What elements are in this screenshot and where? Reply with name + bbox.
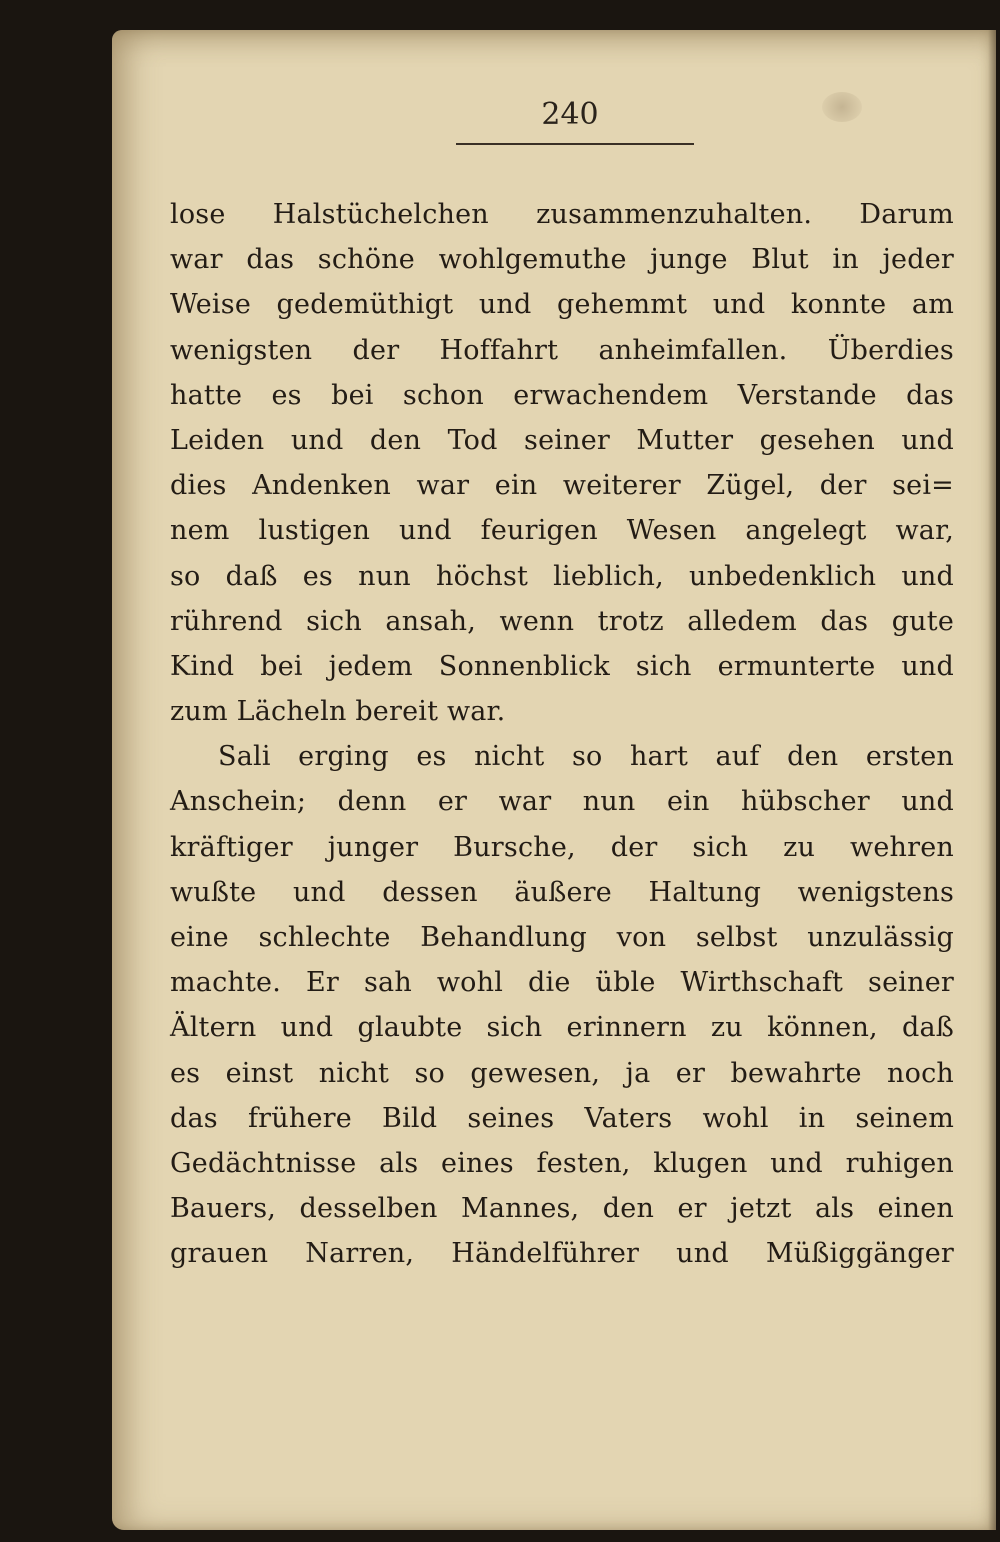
paper-stain	[822, 92, 862, 122]
text-line: machte. Er sah wohl die üble Wirthschaft seiner	[170, 967, 954, 999]
text-line: so daß es nun höchst lieblich, unbedenklich und	[170, 560, 954, 592]
text-line: es einst nicht so gewesen, ja er bewahrte noch	[170, 1057, 954, 1089]
text-line: eine schlechte Behandlung von selbst unzulässig	[170, 922, 954, 953]
body-text	[170, 192, 954, 1277]
text-line: Ältern und glaubte sich erinnern zu können, daß	[170, 1012, 954, 1044]
text-line-paragraph-end: zum Lächeln bereit war.	[170, 696, 506, 728]
text-line: Leiden und den Tod seiner Mutter gesehen und	[170, 424, 954, 456]
page-number: 240	[541, 97, 599, 132]
text-line: Kind bei jedem Sonnenblick sich ermunterte und	[170, 650, 954, 682]
text-line: wenigsten der Hoffahrt anheimfallen. Überdies	[170, 334, 954, 366]
text-line: wußte und dessen äußere Haltung wenigstens	[170, 876, 954, 908]
page-edge-shadow	[988, 30, 996, 1530]
text-line: Anschein; denn er war nun ein hübscher und	[170, 786, 954, 818]
text-line: grauen Narren, Händelführer und Müßiggänger	[170, 1238, 954, 1270]
text-line: das frühere Bild seines Vaters wohl in seinem	[170, 1102, 954, 1134]
text-line: kräftiger junger Bursche, der sich zu wehren	[170, 831, 954, 863]
text-line: Gedächtnisse als eines festen, klugen und ruhigen	[170, 1147, 954, 1179]
text-line: hatte es bei schon erwachendem Verstande das	[170, 379, 954, 411]
text-line-paragraph-start: Sali erging es nicht so hart auf den ersten	[218, 741, 954, 773]
text-line: dies Andenken war ein weiterer Zügel, der sei=	[170, 470, 954, 502]
text-line: Bauers, desselben Mannes, den er jetzt als einen	[170, 1193, 954, 1225]
text-line: nem lustigen und feurigen Wesen angelegt war,	[170, 515, 954, 547]
text-line: lose Halstüchelchen zusammenzuhalten. Darum	[170, 199, 954, 230]
text-line: rührend sich ansah, wenn trotz alledem das gute	[170, 605, 954, 637]
text-line: war das schöne wohlgemuthe junge Blut in jeder	[170, 244, 954, 276]
text-line: Weise gedemüthigt und gehemmt und konnte am	[170, 289, 954, 321]
header-rule	[456, 143, 694, 145]
